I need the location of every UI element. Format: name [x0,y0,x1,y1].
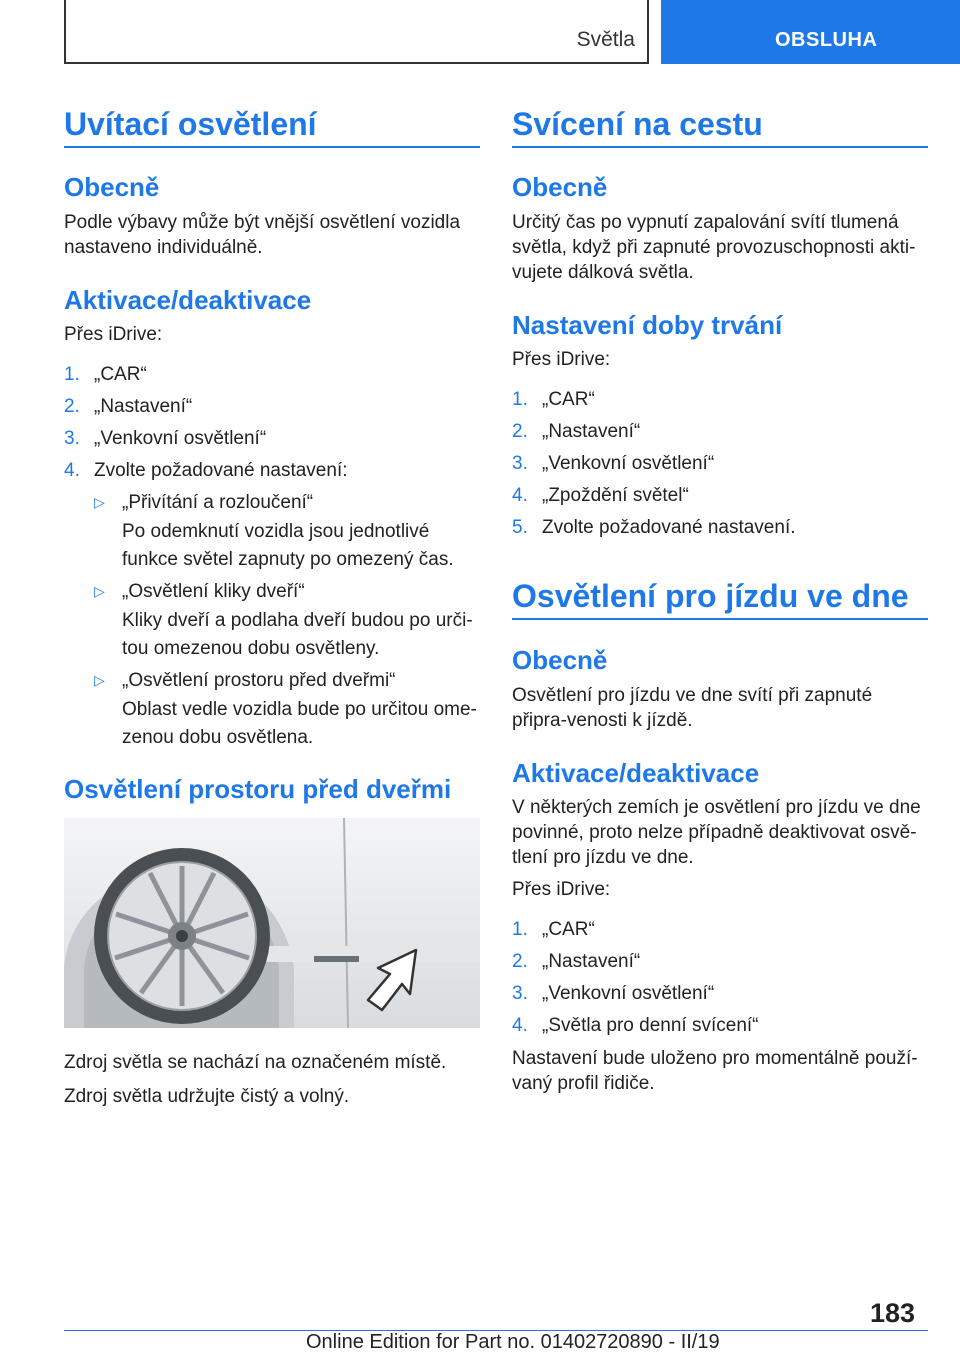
light-source-clean-text: Zdroj světla udržujte čistý a volný. [64,1086,350,1107]
via-idrive-text: Přes iDrive: [64,324,163,345]
title-rule [512,146,928,148]
follow-me-title: Svícení na cestu [512,106,763,142]
list-item: 4. Zvolte požadované nastavení: [64,460,348,481]
header-section-box [64,0,649,64]
list-item: 3. „Venkovní osvětlení“ [512,453,715,474]
option-description: Po odemknutí vozidla jsou jednotlivé funkce světel zapnuty po omezený čas. [122,521,454,570]
header-section-label: Světla [576,28,635,51]
via-idrive-text: Přes iDrive: [512,879,611,900]
list-item: 2. „Nastavení“ [512,951,641,972]
header-chapter-box [661,0,960,64]
list-item: 5. Zvolte požadované nastavení. [512,517,796,538]
triangle-right-icon: ▷ [94,583,105,599]
header-chapter-label: OBSLUHA [775,29,878,51]
title-rule [512,618,928,620]
list-item: 2. „Nastavení“ [512,421,641,442]
general-heading: Obecně [64,172,160,202]
activation-heading: Aktivace/deaktivace [64,285,312,315]
list-item: 3. „Venkovní osvětlení“ [64,428,267,449]
activation-text: V některých zemích je osvětlení pro jízdu ve dne povinné, proto nelze případně deaktivovat osvě-tlení pro jízdu ve dne. [512,797,921,868]
via-idrive-text: Přes iDrive: [512,349,611,370]
door-area-heading: Osvětlení prostoru před dveřmi [64,774,452,804]
general-heading: Obecně [512,172,608,202]
car-wheel-illustration [64,818,480,1028]
general-heading: Obecně [512,645,608,675]
general-text: Určitý čas po vypnutí zapalování svítí tlumená světla, když při zapnuté provozuschopnosti akti-vujete dálková světla. [512,212,916,283]
title-rule [64,146,480,148]
general-text: Podle výbavy může být vnější osvětlení vozidla nastaveno individuálně. [64,212,461,258]
activation-heading: Aktivace/deaktivace [512,758,760,788]
list-item: 2. „Nastavení“ [64,396,193,417]
car-illustration-svg [64,818,480,1028]
option-description: Kliky dveří a podlaha dveří budou po urči-tou omezenou dobu osvětleny. [122,610,473,659]
triangle-right-icon: ▷ [94,494,105,510]
list-item: 1. „CAR“ [512,389,595,410]
list-item: 1. „CAR“ [512,919,595,940]
list-item: 3. „Venkovní osvětlení“ [512,983,715,1004]
list-item: 4. „Zpoždění světel“ [512,485,689,506]
option-item: ▷ „Osvětlení prostoru před dveřmi“ [94,670,396,691]
triangle-right-icon: ▷ [94,672,105,688]
option-description: Oblast vedle vozidla bude po určitou ome-zenou dobu osvětlena. [122,699,477,748]
duration-heading: Nastavení doby trvání [512,310,783,340]
page-number: 183 [870,1298,916,1328]
edition-text: Online Edition for Part no. 01402720890 - II/19 [306,1331,720,1353]
profile-save-text: Nastavení bude uloženo pro momentálně použí-vaný profil řidiče. [512,1048,918,1094]
daytime-light-title: Osvětlení pro jízdu ve dne [512,578,909,614]
general-text: Osvětlení pro jízdu ve dne svítí při zapnuté připra-venosti k jízdě. [512,685,873,731]
light-source-text: Zdroj světla se nachází na označeném místě. [64,1052,447,1073]
option-item: ▷ „Přivítání a rozloučení“ [94,492,314,513]
list-item: 4. „Světla pro denní svícení“ [512,1015,759,1036]
list-item: 1. „CAR“ [64,364,147,385]
option-item: ▷ „Osvětlení kliky dveří“ [94,581,305,602]
welcome-light-title: Uvítací osvětlení [64,106,317,142]
